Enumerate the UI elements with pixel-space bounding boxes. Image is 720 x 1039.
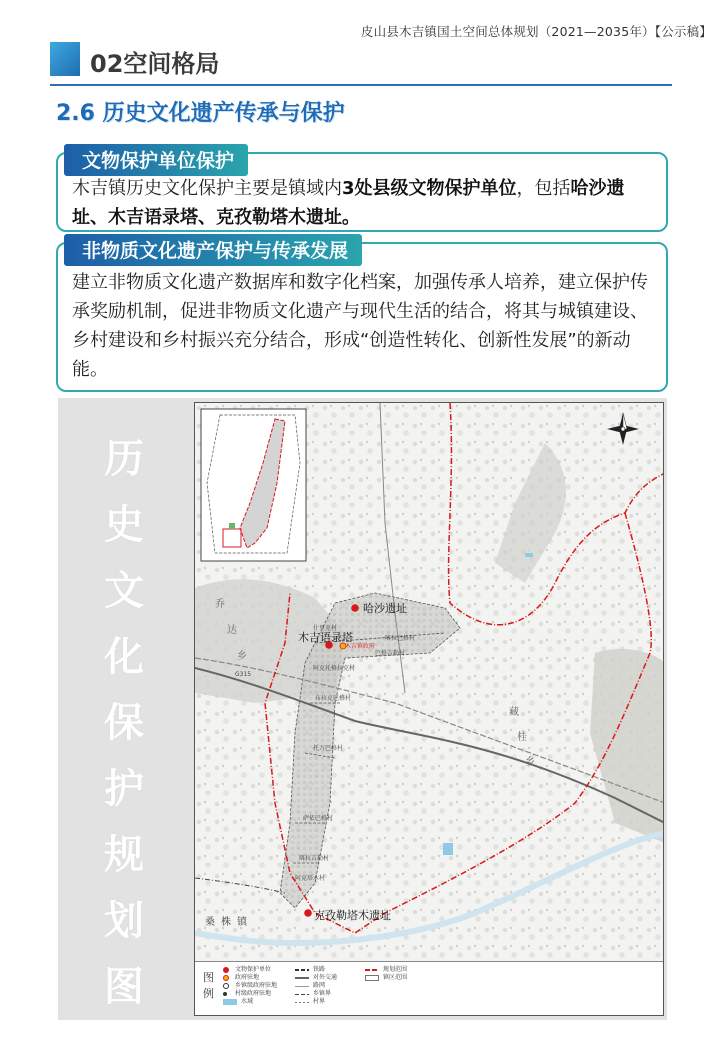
legend-item: 镇区范围	[365, 974, 407, 982]
legend-col-lines	[295, 966, 337, 1006]
site-label-yuluta: 木吉语录塔	[298, 631, 353, 644]
village-label: 巴格吉勒村	[375, 650, 406, 657]
legend-item: 村级政府驻地	[223, 990, 277, 998]
township-name: 达	[227, 625, 237, 636]
village-label: 什里克村	[313, 625, 338, 632]
village-label: 喀拉巴格村	[385, 635, 416, 642]
vertical-title-char: 文	[104, 568, 144, 614]
inset-green-area	[229, 523, 235, 529]
map-legend	[195, 961, 664, 1015]
site-label-hasha: 哈沙遗址	[363, 602, 407, 615]
vertical-title-char: 护	[104, 766, 144, 812]
vertical-title-char: 历	[104, 436, 144, 482]
village-label: 托万巴格村	[313, 745, 344, 752]
heritage-map	[194, 402, 664, 1016]
heritage-units-card	[56, 152, 668, 232]
heritage-units-card-text: 木吉镇历史文化保护主要是镇域内3处县级文物保护单位，包括哈沙遗址、木吉语录塔、克孜勒塔木遗址。	[72, 178, 625, 228]
vertical-title-char: 规	[104, 832, 144, 878]
heritage-units-card-title: 文物保护单位保护	[64, 144, 248, 176]
subsection-title: 2.6 历史文化遗产传承与保护	[56, 101, 345, 126]
legend-col-areas	[365, 966, 407, 982]
vertical-title-char: 图	[104, 964, 144, 1010]
vertical-map-title	[58, 426, 190, 1020]
legend-item: 规划范围	[365, 966, 407, 974]
map-canvas	[195, 403, 664, 1016]
map-panel	[190, 398, 667, 1020]
township-name: 乔	[215, 599, 225, 610]
township-name: 镇	[237, 917, 247, 928]
legend-item: 村界	[295, 998, 337, 1006]
section-title: 02空间格局	[90, 50, 220, 78]
road-label: G315	[235, 671, 252, 678]
village-label: 阿克托格拉克村	[313, 665, 356, 672]
intangible-heritage-card-text: 建立非物质文化遗产数据库和数字化档案，加强传承人培养，建立保护传承奖励机制，促进非物质文化遗产与现代生活的结合，将其与城镇建设、乡村建设和乡村振兴充分结合，形成“创造性转化、创新性发展”的新动能。	[72, 272, 648, 380]
vertical-title-char: 保	[104, 700, 144, 746]
document-header: 皮山县木吉镇国土空间总体规划（2021—2035年）【公示稿】	[360, 24, 712, 39]
legend-item: 铁路	[295, 966, 337, 974]
section-tab-block	[50, 42, 80, 76]
legend-title: 图例	[203, 971, 214, 1000]
vertical-title-char: 化	[104, 634, 144, 680]
legend-item: 路网	[295, 982, 337, 990]
vertical-title-panel	[58, 398, 190, 1020]
legend-item: 对外交通	[295, 974, 337, 982]
legend-item: 乡镇级政府驻地	[223, 982, 277, 990]
legend-item: 水域	[223, 998, 277, 1006]
water-body	[443, 843, 453, 855]
township-name: 桂	[517, 732, 527, 743]
vertical-title-char: 史	[104, 502, 144, 548]
township-name: 株	[221, 917, 231, 928]
site-marker-kizil	[304, 909, 312, 917]
township-name: 桑	[205, 917, 215, 928]
village-label: 木吉镇政府	[345, 643, 376, 650]
township-name: 乡	[237, 651, 247, 662]
site-marker-hasha	[351, 604, 359, 612]
village-label: 喀拉吉勒村	[299, 855, 330, 862]
village-label: 布拉克巴格村	[315, 695, 352, 702]
legend-col-symbols	[223, 966, 277, 1006]
village-label: 阿克塔木村	[295, 875, 326, 882]
township-name: 乡	[525, 757, 535, 768]
intangible-heritage-card	[56, 242, 668, 392]
legend-item: 文物保护单位	[223, 966, 277, 974]
section-divider	[50, 84, 672, 86]
legend-item: 政府驻地	[223, 974, 277, 982]
intangible-heritage-card-title: 非物质文化遗产保护与传承发展	[64, 234, 362, 266]
township-name: 藏	[509, 707, 519, 718]
legend-item: 乡镇界	[295, 990, 337, 998]
vertical-title-char: 划	[104, 898, 144, 944]
village-label: 萨依巴格村	[303, 815, 334, 822]
water-body	[525, 553, 533, 557]
site-label-kizil: 克孜勒塔木遗址	[314, 909, 391, 922]
